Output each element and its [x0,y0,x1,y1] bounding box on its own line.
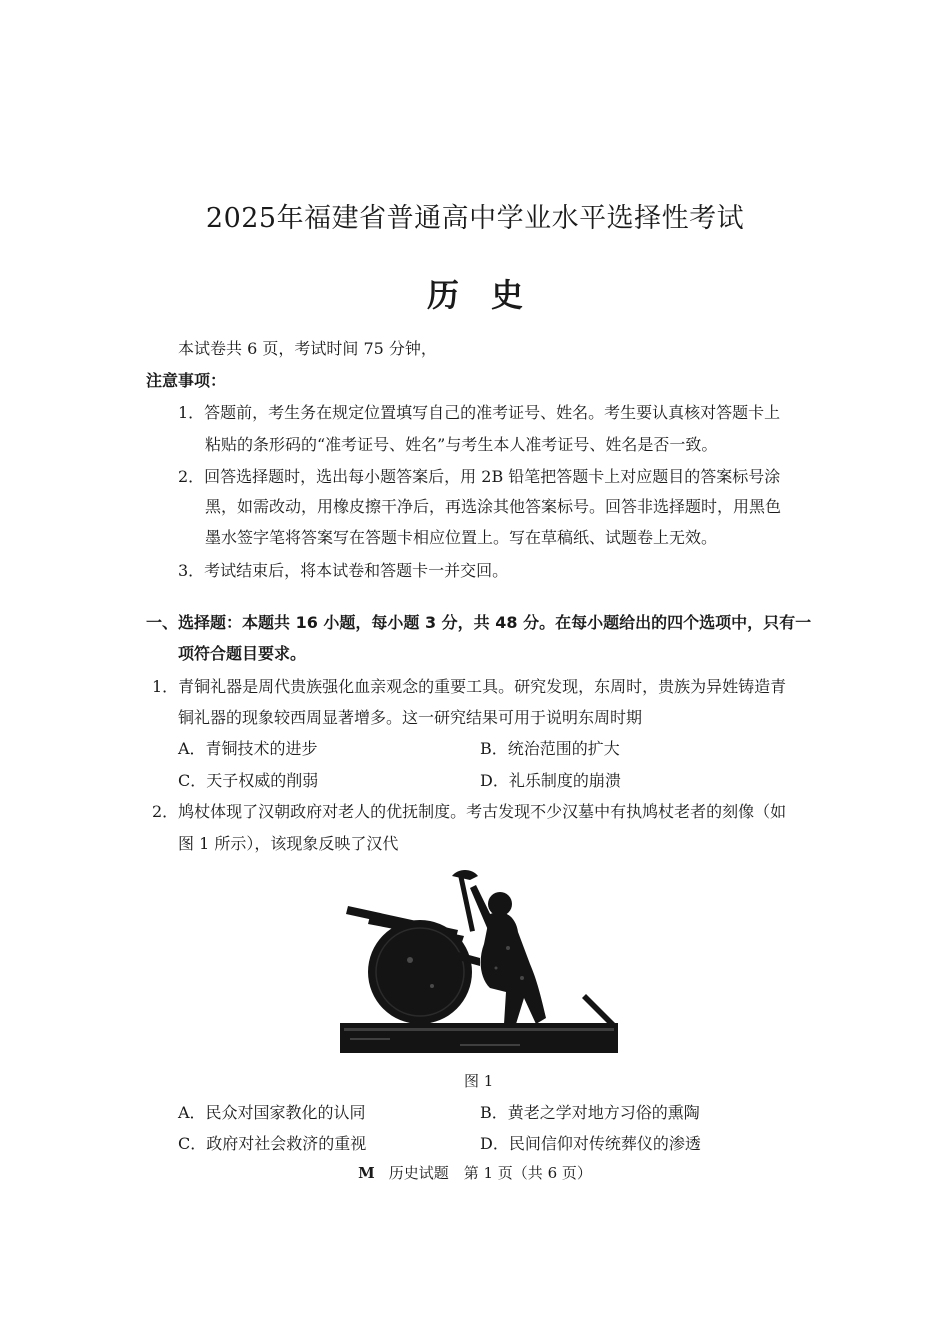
q2-option-b: B．黄老之学对地方习俗的熏陶 [480,1103,700,1122]
q2-option-d: D．民间信仰对传统葬仪的渗透 [480,1134,701,1153]
section-1-heading-line-2: 项符合题目要求。 [178,644,307,663]
q2-stem-line-1: 2．鸠杖体现了汉朝政府对老人的优抚制度。考古发现不少汉墓中有执鸠杖老者的刻像（如 [152,802,787,821]
q1-stem-line-1: 1．青铜礼器是周代贵族强化血亲观念的重要工具。研究发现，东周时，贵族为异姓铸造青 [152,677,787,696]
q1-option-a: A．青铜技术的进步 [178,739,318,758]
q1-option-b: B．统治范围的扩大 [480,739,620,758]
elder-head [488,892,512,916]
exam-title: 2025年福建省普通高中学业水平选择性考试 [205,203,745,234]
note-1-line-1: 1．答题前，考生务在规定位置填写自己的准考证号、姓名。考生要认真核对答题卡上 [178,403,781,422]
subject-title: 历 史 [426,276,523,314]
dove-staff [458,874,475,932]
q2-stem-line-2: 图 1 所示），该现象反映了汉代 [178,834,399,853]
q2-option-c: C．政府对社会救济的重视 [178,1134,367,1153]
figure-1-caption: 图 1 [464,1072,494,1090]
dove-head-icon [452,870,478,880]
notes-heading: 注意事项： [146,371,227,390]
note-3: 3．考试结束后，将本试卷和答题卡一并交回。 [178,561,509,580]
note-2-line-3: 墨水签字笔将答案写在答题卡相应位置上。写在草稿纸、试题卷上无效。 [205,528,718,547]
section-1-heading-line-1: 一、选择题：本题共 16 小题，每小题 3 分，共 48 分。在每小题给出的四个选项中，只有一 [146,613,812,632]
cart-wheel [368,920,472,1024]
figure-1-engraving [340,868,620,1060]
q2-option-a: A．民众对国家教化的认同 [178,1103,366,1122]
footer-page-info: 历史试题 第 1 页（共 6 页） [388,1164,592,1182]
note-1-line-2: 粘贴的条形码的“准考证号、姓名”与考生本人准考证号、姓名是否一致。 [205,435,718,454]
note-2-line-1: 2．回答选择题时，选出每小题答案后，用 2B 铅笔把答题卡上对应题目的答案标号涂 [178,467,781,486]
page-footer [0,1162,950,1183]
intro-text: 本试卷共 6 页，考试时间 75 分钟， [178,339,437,358]
q1-option-c: C．天子权威的削弱 [178,771,319,790]
footer-marker: M [358,1164,375,1182]
q1-option-d: D．礼乐制度的崩溃 [480,771,621,790]
note-2-line-2: 黑，如需改动，用橡皮擦干净后，再选涂其他答案标号。回答非选择题时，用黑色 [205,497,782,516]
q1-stem-line-2: 铜礼器的现象较西周显著增多。这一研究结果可用于说明东周时期 [178,708,643,727]
elder-figure [481,912,546,1024]
